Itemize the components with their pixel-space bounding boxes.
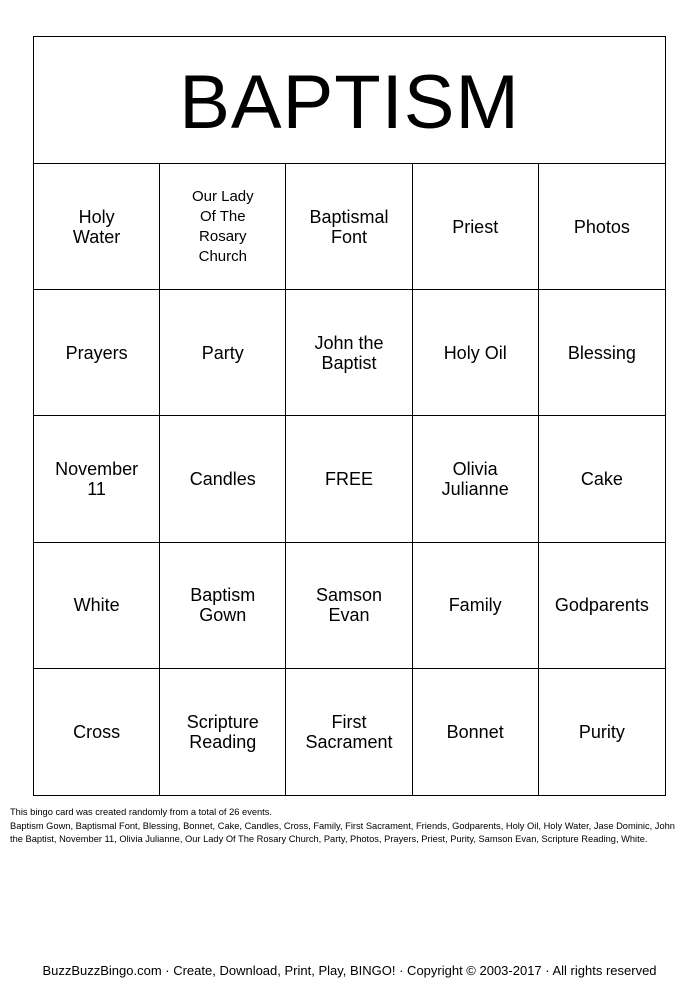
bingo-cell: FREE [286, 416, 412, 542]
bingo-cell: Samson Evan [286, 543, 412, 669]
bingo-cell: Baptismal Font [286, 164, 412, 290]
bingo-card [33, 36, 666, 796]
bingo-cell: Cross [34, 669, 160, 795]
bingo-cell: November 11 [34, 416, 160, 542]
events-summary: This bingo card was created randomly from a total of 26 events. [10, 807, 272, 817]
events-note [10, 806, 690, 847]
events-list: Baptism Gown, Baptismal Font, Blessing, Bonnet, Cake, Candles, Cross, Family, First Sacrament, Friends, Godparents, Holy Oil, Holy Water, Jase Dominic, John the Baptist, November 11, Olivia Julianne, Our Lady Of The Rosary Church, Party, Photos, Prayers, Priest, Purity, Samson Evan, Scripture Reading, White. [10, 820, 675, 844]
bingo-cell: Godparents [539, 543, 665, 669]
bingo-cell: Photos [539, 164, 665, 290]
bingo-cell: Bonnet [413, 669, 539, 795]
bingo-grid [34, 164, 665, 795]
bingo-cell: Scripture Reading [160, 669, 286, 795]
bingo-cell: Prayers [34, 290, 160, 416]
bingo-cell: Blessing [539, 290, 665, 416]
bingo-cell: White [34, 543, 160, 669]
bingo-cell: Baptism Gown [160, 543, 286, 669]
bingo-cell: Holy Water [34, 164, 160, 290]
bingo-cell: John the Baptist [286, 290, 412, 416]
bingo-cell: Cake [539, 416, 665, 542]
bingo-cell: Party [160, 290, 286, 416]
bingo-cell: Our Lady Of The Rosary Church [160, 164, 286, 290]
bingo-cell: Holy Oil [413, 290, 539, 416]
bingo-cell: Olivia Julianne [413, 416, 539, 542]
bingo-cell: Priest [413, 164, 539, 290]
footer-copyright: BuzzBuzzBingo.com · Create, Download, Print, Play, BINGO! · Copyright © 2003-2017 · All rights reserved [42, 963, 657, 978]
bingo-cell: Family [413, 543, 539, 669]
card-title: BAPTISM [34, 37, 665, 164]
bingo-cell: Candles [160, 416, 286, 542]
bingo-cell: First Sacrament [286, 669, 412, 795]
bingo-cell: Purity [578, 721, 625, 742]
